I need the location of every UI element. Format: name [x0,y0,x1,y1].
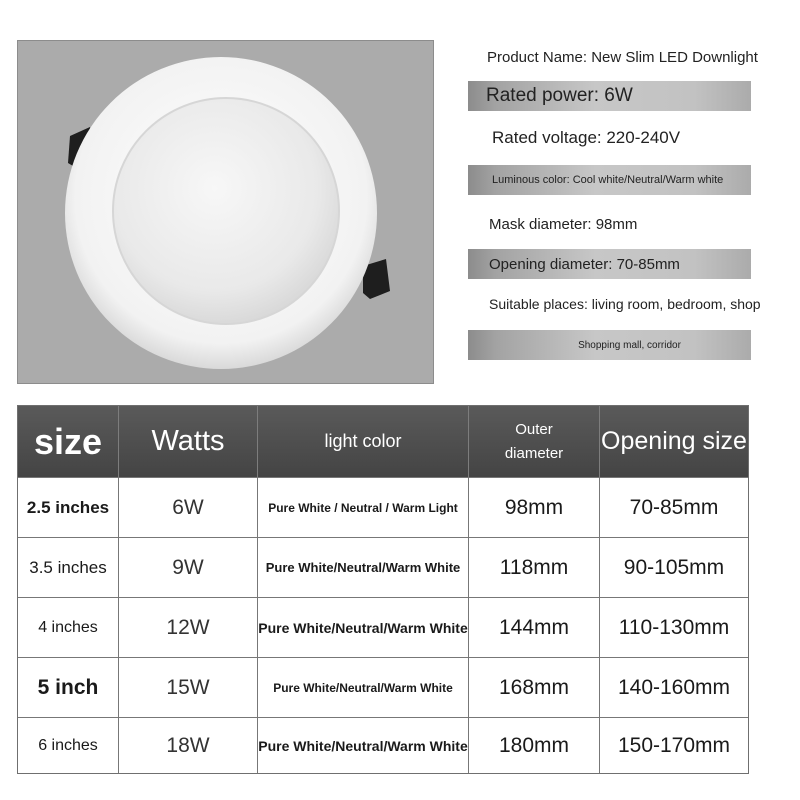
table-row: 2.5 inches 6W Pure White / Neutral / Warm Light 98mm 70-85mm [18,477,748,537]
table-header [18,406,748,477]
size-table [17,405,749,774]
header-light-color: light color [258,406,469,477]
spec-rated-voltage: Rated voltage: 220-240V [492,128,681,147]
header-outer-diameter: Outer diameter [469,406,600,477]
spec-mask-diameter: Mask diameter: 98mm [489,215,638,233]
spec-opening-diameter: Opening diameter: 70-85mm [468,249,751,279]
spec-rated-power: Rated power: 6W [468,81,751,111]
spec-suitable-places-continued: Shopping mall, corridor [468,330,751,360]
table-row: 5 inch 15W Pure White/Neutral/Warm White 168mm 140-160mm [18,657,748,717]
spec-suitable-places: Suitable places: living room, bedroom, shop [489,296,761,312]
spec-luminous-color: Luminous color: Cool white/Neutral/Warm white [468,165,751,195]
product-photo [17,40,434,384]
table-row: 4 inches 12W Pure White/Neutral/Warm White 144mm 110-130mm [18,597,748,657]
table-row: 6 inches 18W Pure White/Neutral/Warm White 180mm 150-170mm [18,717,748,773]
header-watts: Watts [119,406,258,477]
downlight-lens [113,98,339,324]
spec-product-name: Product Name: New Slim LED Downlight [487,48,758,66]
downlight-image [18,41,434,384]
header-size: size [18,406,119,477]
table-row: 3.5 inches 9W Pure White/Neutral/Warm White 118mm 90-105mm [18,537,748,597]
header-opening-size: Opening size [601,427,747,455]
